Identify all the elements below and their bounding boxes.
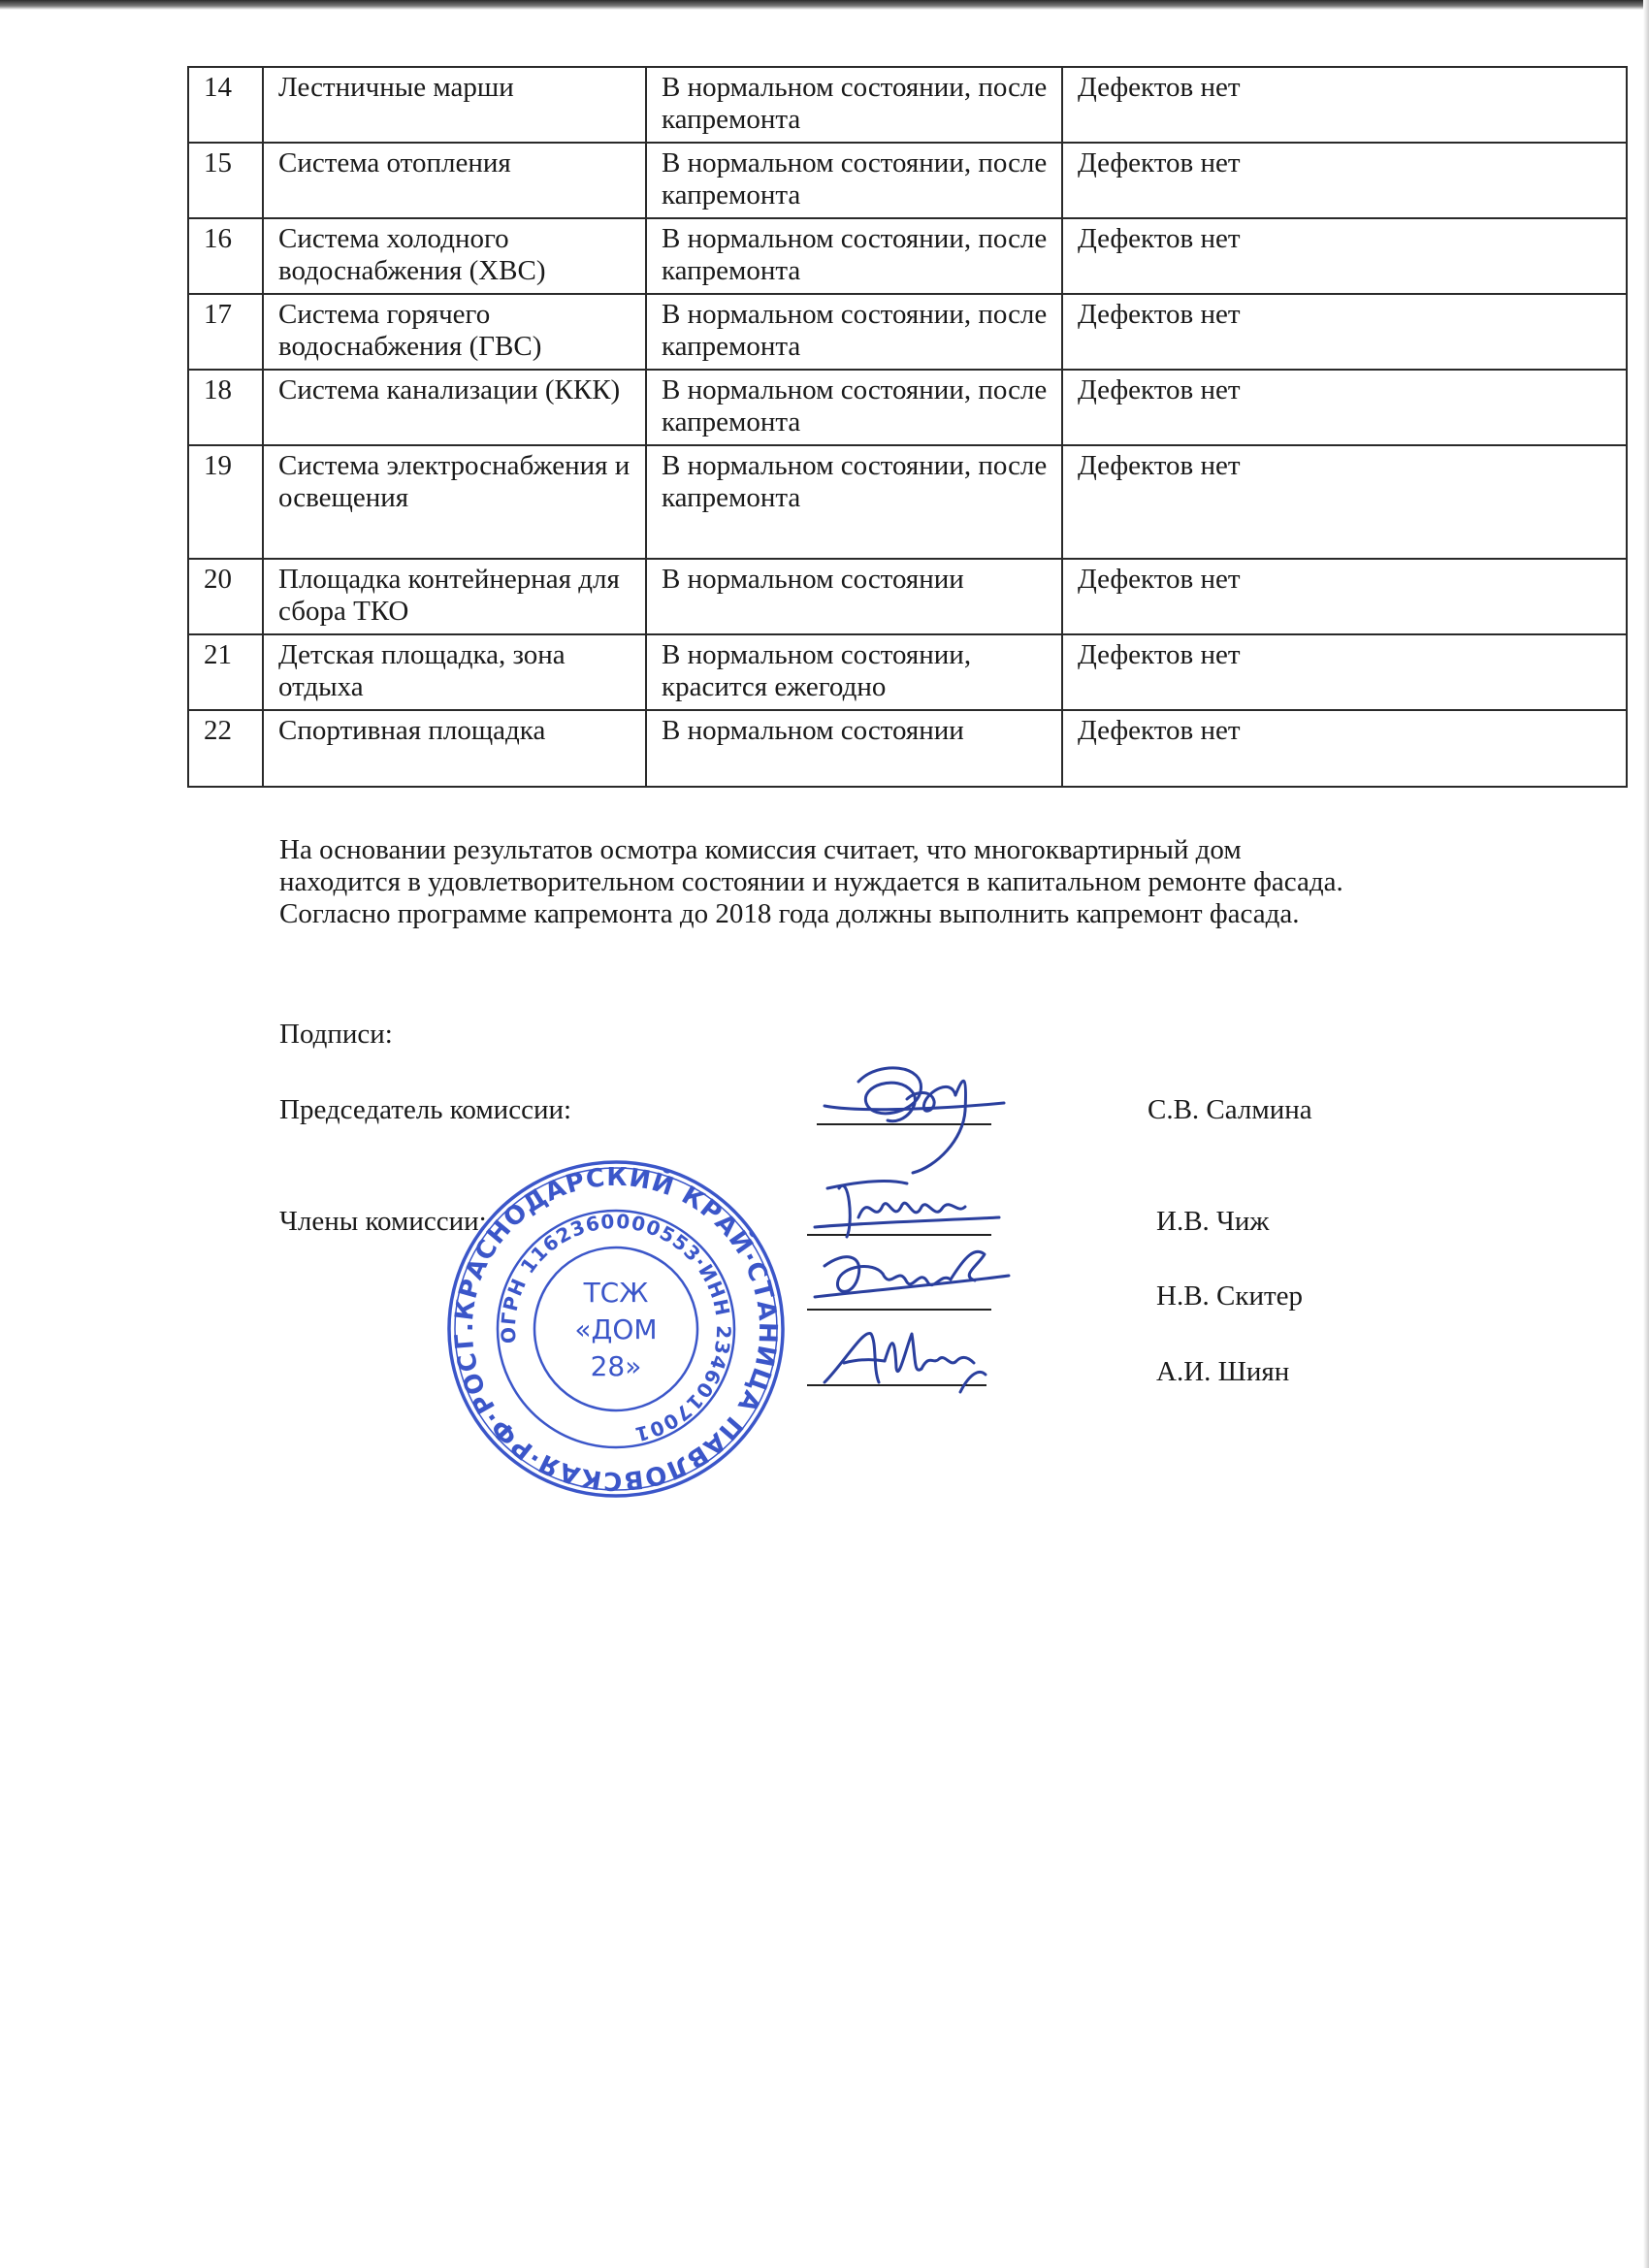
chair-signature-image [820, 1053, 1014, 1179]
structural-element: Система электроснабжения и освещения [263, 445, 646, 559]
row-number: 20 [188, 559, 263, 634]
signatures-heading: Подписи: [279, 1019, 393, 1050]
technical-state: В нормальном состоянии, после капремонта [646, 370, 1062, 445]
scan-edge-top [0, 0, 1649, 10]
row-number: 16 [188, 218, 263, 294]
member-name: И.В. Чиж [1156, 1206, 1270, 1237]
row-number: 18 [188, 370, 263, 445]
structural-element: Система холодного водоснабжения (ХВС) [263, 218, 646, 294]
row-number: 19 [188, 445, 263, 559]
organization-stamp [441, 1154, 791, 1504]
stamp-inner-text: ОГРН 1162360000553·ИНН 2346017001 [496, 1209, 736, 1447]
row-number: 15 [188, 143, 263, 218]
technical-state: В нормальном состоянии, после капремонта [646, 294, 1062, 370]
structural-element: Детская площадка, зона отдыха [263, 634, 646, 710]
conclusion-line: Согласно программе капремонта до 2018 года должны выполнить капремонт фасада. [279, 898, 1300, 929]
chair-label: Председатель комиссии: [279, 1094, 572, 1125]
defects: Дефектов нет [1062, 370, 1627, 445]
row-number: 21 [188, 634, 263, 710]
row-number: 17 [188, 294, 263, 370]
stamp-outer-text: Г.КРАСНОДАРСКИЙ КРАЙ·СТАНИЦА ПАВЛОВСКАЯ·РФ·РОССИЯ·ИНН [449, 1162, 783, 1496]
members-label: Члены комиссии: [279, 1206, 487, 1237]
structural-element: Лестничные марши [263, 67, 646, 143]
structural-element: Система канализации (ККК) [263, 370, 646, 445]
member3-signature-image [815, 1314, 999, 1407]
table-row [188, 559, 1627, 634]
structural-element: Система горячего водоснабжения (ГВС) [263, 294, 646, 370]
table-row [188, 143, 1627, 218]
technical-state: В нормальном состоянии [646, 710, 1062, 787]
defects: Дефектов нет [1062, 445, 1627, 559]
table-row [188, 370, 1627, 445]
member-name: А.И. Шиян [1156, 1356, 1290, 1387]
scan-edge-right [1643, 0, 1649, 2268]
defects: Дефектов нет [1062, 710, 1627, 787]
table-row [188, 445, 1627, 559]
structural-element: Система отопления [263, 143, 646, 218]
chair-name: С.В. Салмина [1148, 1094, 1312, 1125]
defects: Дефектов нет [1062, 218, 1627, 294]
technical-state: В нормальном состоянии, после капремонта [646, 143, 1062, 218]
commission-conclusion [279, 834, 1569, 930]
row-number: 14 [188, 67, 263, 143]
table-row [188, 634, 1627, 710]
structural-element: Спортивная площадка [263, 710, 646, 787]
inspection-table-body [188, 67, 1627, 787]
conclusion-line: находится в удовлетворительном состоянии и нуждается в капитальном ремонте фасада. [279, 866, 1343, 897]
table-row [188, 218, 1627, 294]
structural-element: Площадка контейнерная для сбора ТКО [263, 559, 646, 634]
inspection-table [187, 66, 1628, 788]
stamp-center-line: ТСЖ [583, 1277, 649, 1309]
technical-state: В нормальном состоянии [646, 559, 1062, 634]
row-number: 22 [188, 710, 263, 787]
technical-state: В нормальном состоянии, красится ежегодно [646, 634, 1062, 710]
technical-state: В нормальном состоянии, после капремонта [646, 67, 1062, 143]
member-name: Н.В. Скитер [1156, 1280, 1304, 1312]
table-row [188, 710, 1627, 787]
defects: Дефектов нет [1062, 634, 1627, 710]
table-row [188, 67, 1627, 143]
conclusion-line: На основании результатов осмотра комиссия считает, что многоквартирный дом [279, 834, 1242, 865]
defects: Дефектов нет [1062, 67, 1627, 143]
stamp-center-line: «ДОМ [574, 1313, 658, 1345]
table-row [188, 294, 1627, 370]
defects: Дефектов нет [1062, 559, 1627, 634]
technical-state: В нормальном состоянии, после капремонта [646, 445, 1062, 559]
technical-state: В нормальном состоянии, после капремонта [646, 218, 1062, 294]
defects: Дефектов нет [1062, 143, 1627, 218]
stamp-center-line: 28» [590, 1350, 642, 1382]
defects: Дефектов нет [1062, 294, 1627, 370]
